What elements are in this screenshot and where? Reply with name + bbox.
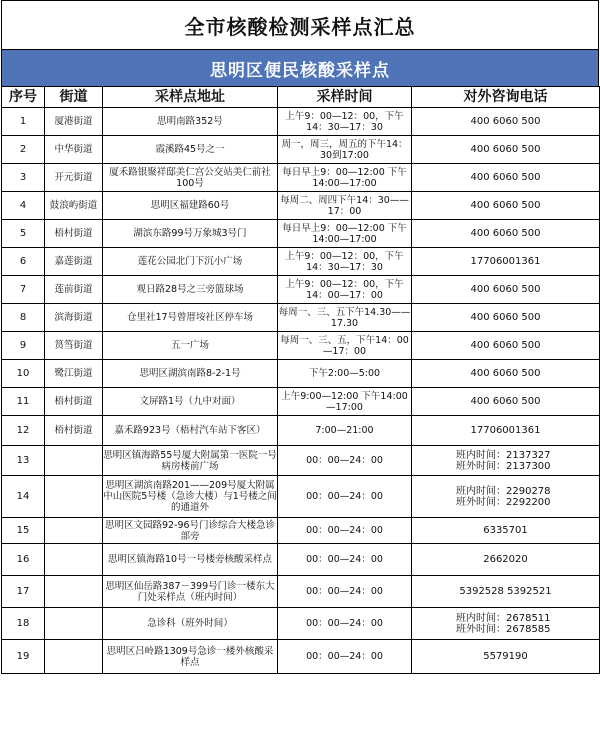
cell-address: 思明区文园路92-96号门诊综合大楼急诊部旁: [103, 518, 278, 544]
cell-address: 湖滨东路99号万象城3号门: [103, 220, 278, 248]
cell-street: 梧村街道: [45, 220, 103, 248]
cell-phone: 400 6060 500: [412, 108, 600, 136]
cell-street: 梧村街道: [45, 416, 103, 446]
cell-address: 思明区镇海路55号厦大附属第一医院一号病房楼前广场: [103, 446, 278, 476]
cell-address: 思明区湖滨南路8-2-1号: [103, 360, 278, 388]
cell-phone: [412, 476, 600, 518]
cell-time: 上午9：00—12：00，下午14：00—17：00: [278, 276, 412, 304]
cell-phone: 400 6060 500: [412, 276, 600, 304]
cell-time: 每日早上9：00—12:00 下午14:00—17:00: [278, 164, 412, 192]
cell-address: 五一广场: [103, 332, 278, 360]
cell-seq: 11: [2, 388, 45, 416]
cell-seq: 1: [2, 108, 45, 136]
cell-time: 00：00—24：00: [278, 576, 412, 608]
sampling-sites-table: [1, 86, 600, 674]
table-row: [2, 136, 600, 164]
cell-time: 上午9：00—12：00，下午14：30—17：30: [278, 248, 412, 276]
table-row: [2, 640, 600, 674]
cell-time: 00：00—24：00: [278, 446, 412, 476]
cell-time: 00：00—24：00: [278, 608, 412, 640]
cell-street: 中华街道: [45, 136, 103, 164]
cell-time: 下午2:00—5:00: [278, 360, 412, 388]
cell-street: [45, 640, 103, 674]
table-row: [2, 332, 600, 360]
table-row: [2, 576, 600, 608]
header-phone: 对外咨询电话: [412, 87, 600, 108]
cell-phone: 5392528 5392521: [412, 576, 600, 608]
header-seq: 序号: [2, 87, 45, 108]
table-row: [2, 164, 600, 192]
cell-seq: 4: [2, 192, 45, 220]
cell-street: [45, 476, 103, 518]
cell-street: [45, 544, 103, 576]
cell-phone: 400 6060 500: [412, 360, 600, 388]
cell-street: 莲前街道: [45, 276, 103, 304]
cell-address: 厦禾路银聚祥邸美仁宫公交站美仁前社100号: [103, 164, 278, 192]
cell-address: 思明区福建路60号: [103, 192, 278, 220]
cell-time: 00：00—24：00: [278, 476, 412, 518]
cell-phone: 400 6060 500: [412, 304, 600, 332]
cell-seq: 9: [2, 332, 45, 360]
cell-seq: 16: [2, 544, 45, 576]
cell-address: 仓里社17号曾厝垵社区停车场: [103, 304, 278, 332]
cell-street: 梧村街道: [45, 388, 103, 416]
cell-street: 开元街道: [45, 164, 103, 192]
cell-phone: 17706001361: [412, 248, 600, 276]
cell-seq: 7: [2, 276, 45, 304]
table-row: [2, 416, 600, 446]
table-body: [2, 108, 600, 674]
cell-time: 上午9:00—12:00 下午14:00—17:00: [278, 388, 412, 416]
cell-time: 周一，周三，周五的下午14：30到17:00: [278, 136, 412, 164]
cell-seq: 6: [2, 248, 45, 276]
table-row: [2, 108, 600, 136]
cell-street: 嘉莲街道: [45, 248, 103, 276]
phone-line: 班内时间：2678511: [456, 612, 551, 624]
phone-line: 班外时间：2292200: [456, 496, 551, 508]
phone-line: 班内时间：2137327: [456, 449, 551, 461]
cell-street: [45, 518, 103, 544]
table-header-row: [2, 87, 600, 108]
header-time: 采样时间: [278, 87, 412, 108]
cell-street: 鹭江街道: [45, 360, 103, 388]
table-row: [2, 446, 600, 476]
cell-seq: 19: [2, 640, 45, 674]
cell-phone: 400 6060 500: [412, 388, 600, 416]
cell-street: 鼓浪屿街道: [45, 192, 103, 220]
cell-street: 厦港街道: [45, 108, 103, 136]
page-title: 全市核酸检测采样点汇总: [1, 0, 599, 50]
cell-phone: [412, 446, 600, 476]
table-row: [2, 388, 600, 416]
cell-address: 莲花公园北门下沉小广场: [103, 248, 278, 276]
cell-time: 每周一、三、五下午14.30——17.30: [278, 304, 412, 332]
cell-seq: 10: [2, 360, 45, 388]
section-subtitle: 思明区便民核酸采样点: [1, 50, 599, 86]
cell-time: 00：00—24：00: [278, 544, 412, 576]
cell-street: 筼筜街道: [45, 332, 103, 360]
cell-address: 思明区湖滨南路201——209号厦大附属中山医院5号楼（急诊大楼）与1号楼之间的通道外: [103, 476, 278, 518]
cell-phone: [412, 608, 600, 640]
table-row: [2, 518, 600, 544]
cell-phone: 6335701: [412, 518, 600, 544]
cell-seq: 17: [2, 576, 45, 608]
cell-address: 思明南路352号: [103, 108, 278, 136]
table-row: [2, 248, 600, 276]
table-row: [2, 220, 600, 248]
sheet: [1, 0, 599, 674]
cell-phone: 17706001361: [412, 416, 600, 446]
table-row: [2, 476, 600, 518]
table-row: [2, 608, 600, 640]
table-row: [2, 192, 600, 220]
cell-phone: 400 6060 500: [412, 192, 600, 220]
cell-phone: 5579190: [412, 640, 600, 674]
header-street: 街道: [45, 87, 103, 108]
cell-time: 每日早上9：00—12:00 下午14:00—17:00: [278, 220, 412, 248]
cell-time: 00：00—24：00: [278, 640, 412, 674]
header-address: 采样点地址: [103, 87, 278, 108]
cell-seq: 14: [2, 476, 45, 518]
cell-address: 嘉禾路923号（梧村汽车站下客区）: [103, 416, 278, 446]
cell-phone: 400 6060 500: [412, 164, 600, 192]
cell-address: 思明区镇海路10号一号楼旁核酸采样点: [103, 544, 278, 576]
table-row: [2, 360, 600, 388]
phone-line: 班外时间：2137300: [456, 460, 551, 472]
cell-seq: 8: [2, 304, 45, 332]
cell-phone: 2662020: [412, 544, 600, 576]
cell-seq: 12: [2, 416, 45, 446]
table-row: [2, 276, 600, 304]
cell-address: 思明区吕岭路1309号急诊一楼外核酸采样点: [103, 640, 278, 674]
cell-address: 文屏路1号（九中对面）: [103, 388, 278, 416]
cell-time: 上午9：00—12：00，下午14：30—17：30: [278, 108, 412, 136]
cell-seq: 5: [2, 220, 45, 248]
cell-seq: 2: [2, 136, 45, 164]
table-row: [2, 304, 600, 332]
table-row: [2, 544, 600, 576]
phone-line: 班内时间：2290278: [456, 485, 551, 497]
cell-street: [45, 608, 103, 640]
cell-time: 每周一、三、五，下午14：00—17：00: [278, 332, 412, 360]
cell-phone: 400 6060 500: [412, 332, 600, 360]
cell-address: 急诊科（班外时间）: [103, 608, 278, 640]
cell-address: 思明区仙岳路387－399号门诊一楼东大门处采样点（班内时间）: [103, 576, 278, 608]
phone-line: 班外时间：2678585: [456, 623, 551, 635]
cell-seq: 13: [2, 446, 45, 476]
cell-phone: 400 6060 500: [412, 220, 600, 248]
cell-street: [45, 446, 103, 476]
cell-address: 观日路28号之三旁篮球场: [103, 276, 278, 304]
cell-time: 7:00—21:00: [278, 416, 412, 446]
cell-seq: 15: [2, 518, 45, 544]
cell-address: 霞溪路45号之一: [103, 136, 278, 164]
cell-time: 00：00—24：00: [278, 518, 412, 544]
cell-street: 滨海街道: [45, 304, 103, 332]
cell-seq: 3: [2, 164, 45, 192]
cell-street: [45, 576, 103, 608]
cell-phone: 400 6060 500: [412, 136, 600, 164]
cell-seq: 18: [2, 608, 45, 640]
cell-time: 每周二、周四下午14：30——17：00: [278, 192, 412, 220]
